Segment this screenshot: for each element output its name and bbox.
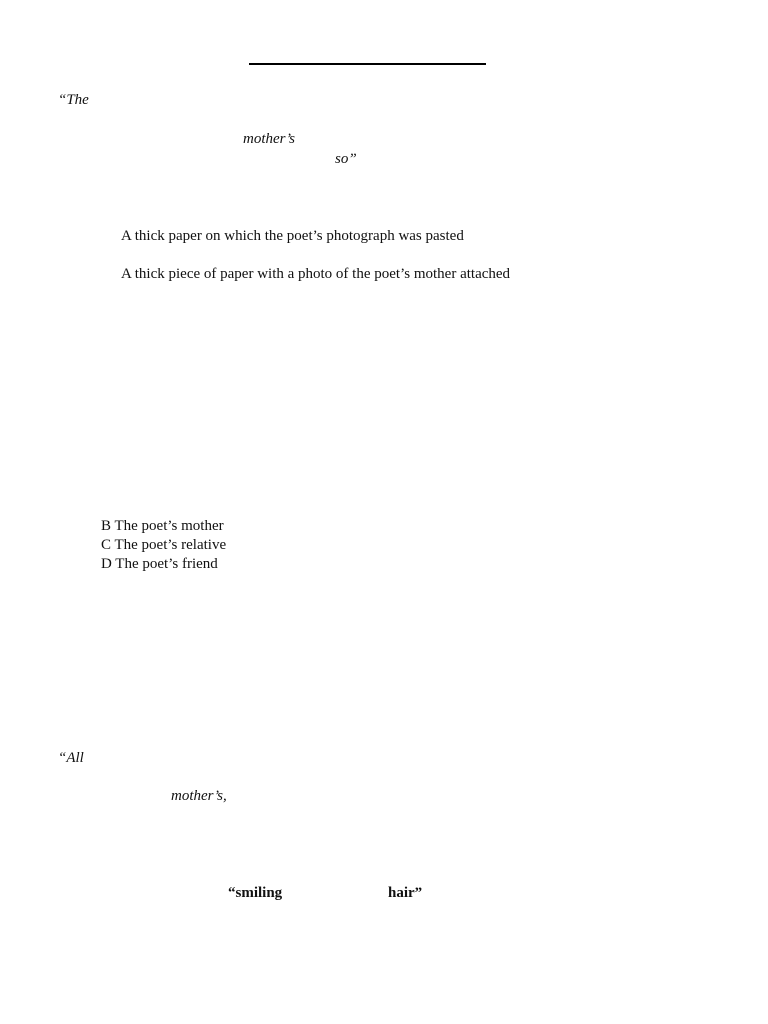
option-d: D The poet’s friend: [101, 556, 218, 572]
option-text-1: A thick paper on which the poet’s photograph was pasted: [121, 228, 464, 244]
title-underline: [249, 63, 486, 65]
passage1-word-so: so”: [335, 151, 357, 167]
highlight-word-smiling: “smiling: [228, 885, 283, 901]
passage2-quote-start: “All: [58, 750, 84, 766]
option-text-2: A thick piece of paper with a photo of the poet’s mother attached: [121, 266, 511, 282]
passage1-word-mothers: mother’s: [243, 131, 295, 147]
highlight-word-hair: hair”: [388, 885, 423, 901]
passage2-word-mothers: mother’s,: [171, 788, 227, 804]
passage1-quote-start: “The: [58, 92, 89, 108]
option-b: B The poet’s mother: [101, 518, 224, 534]
option-c: C The poet’s relative: [101, 537, 227, 553]
